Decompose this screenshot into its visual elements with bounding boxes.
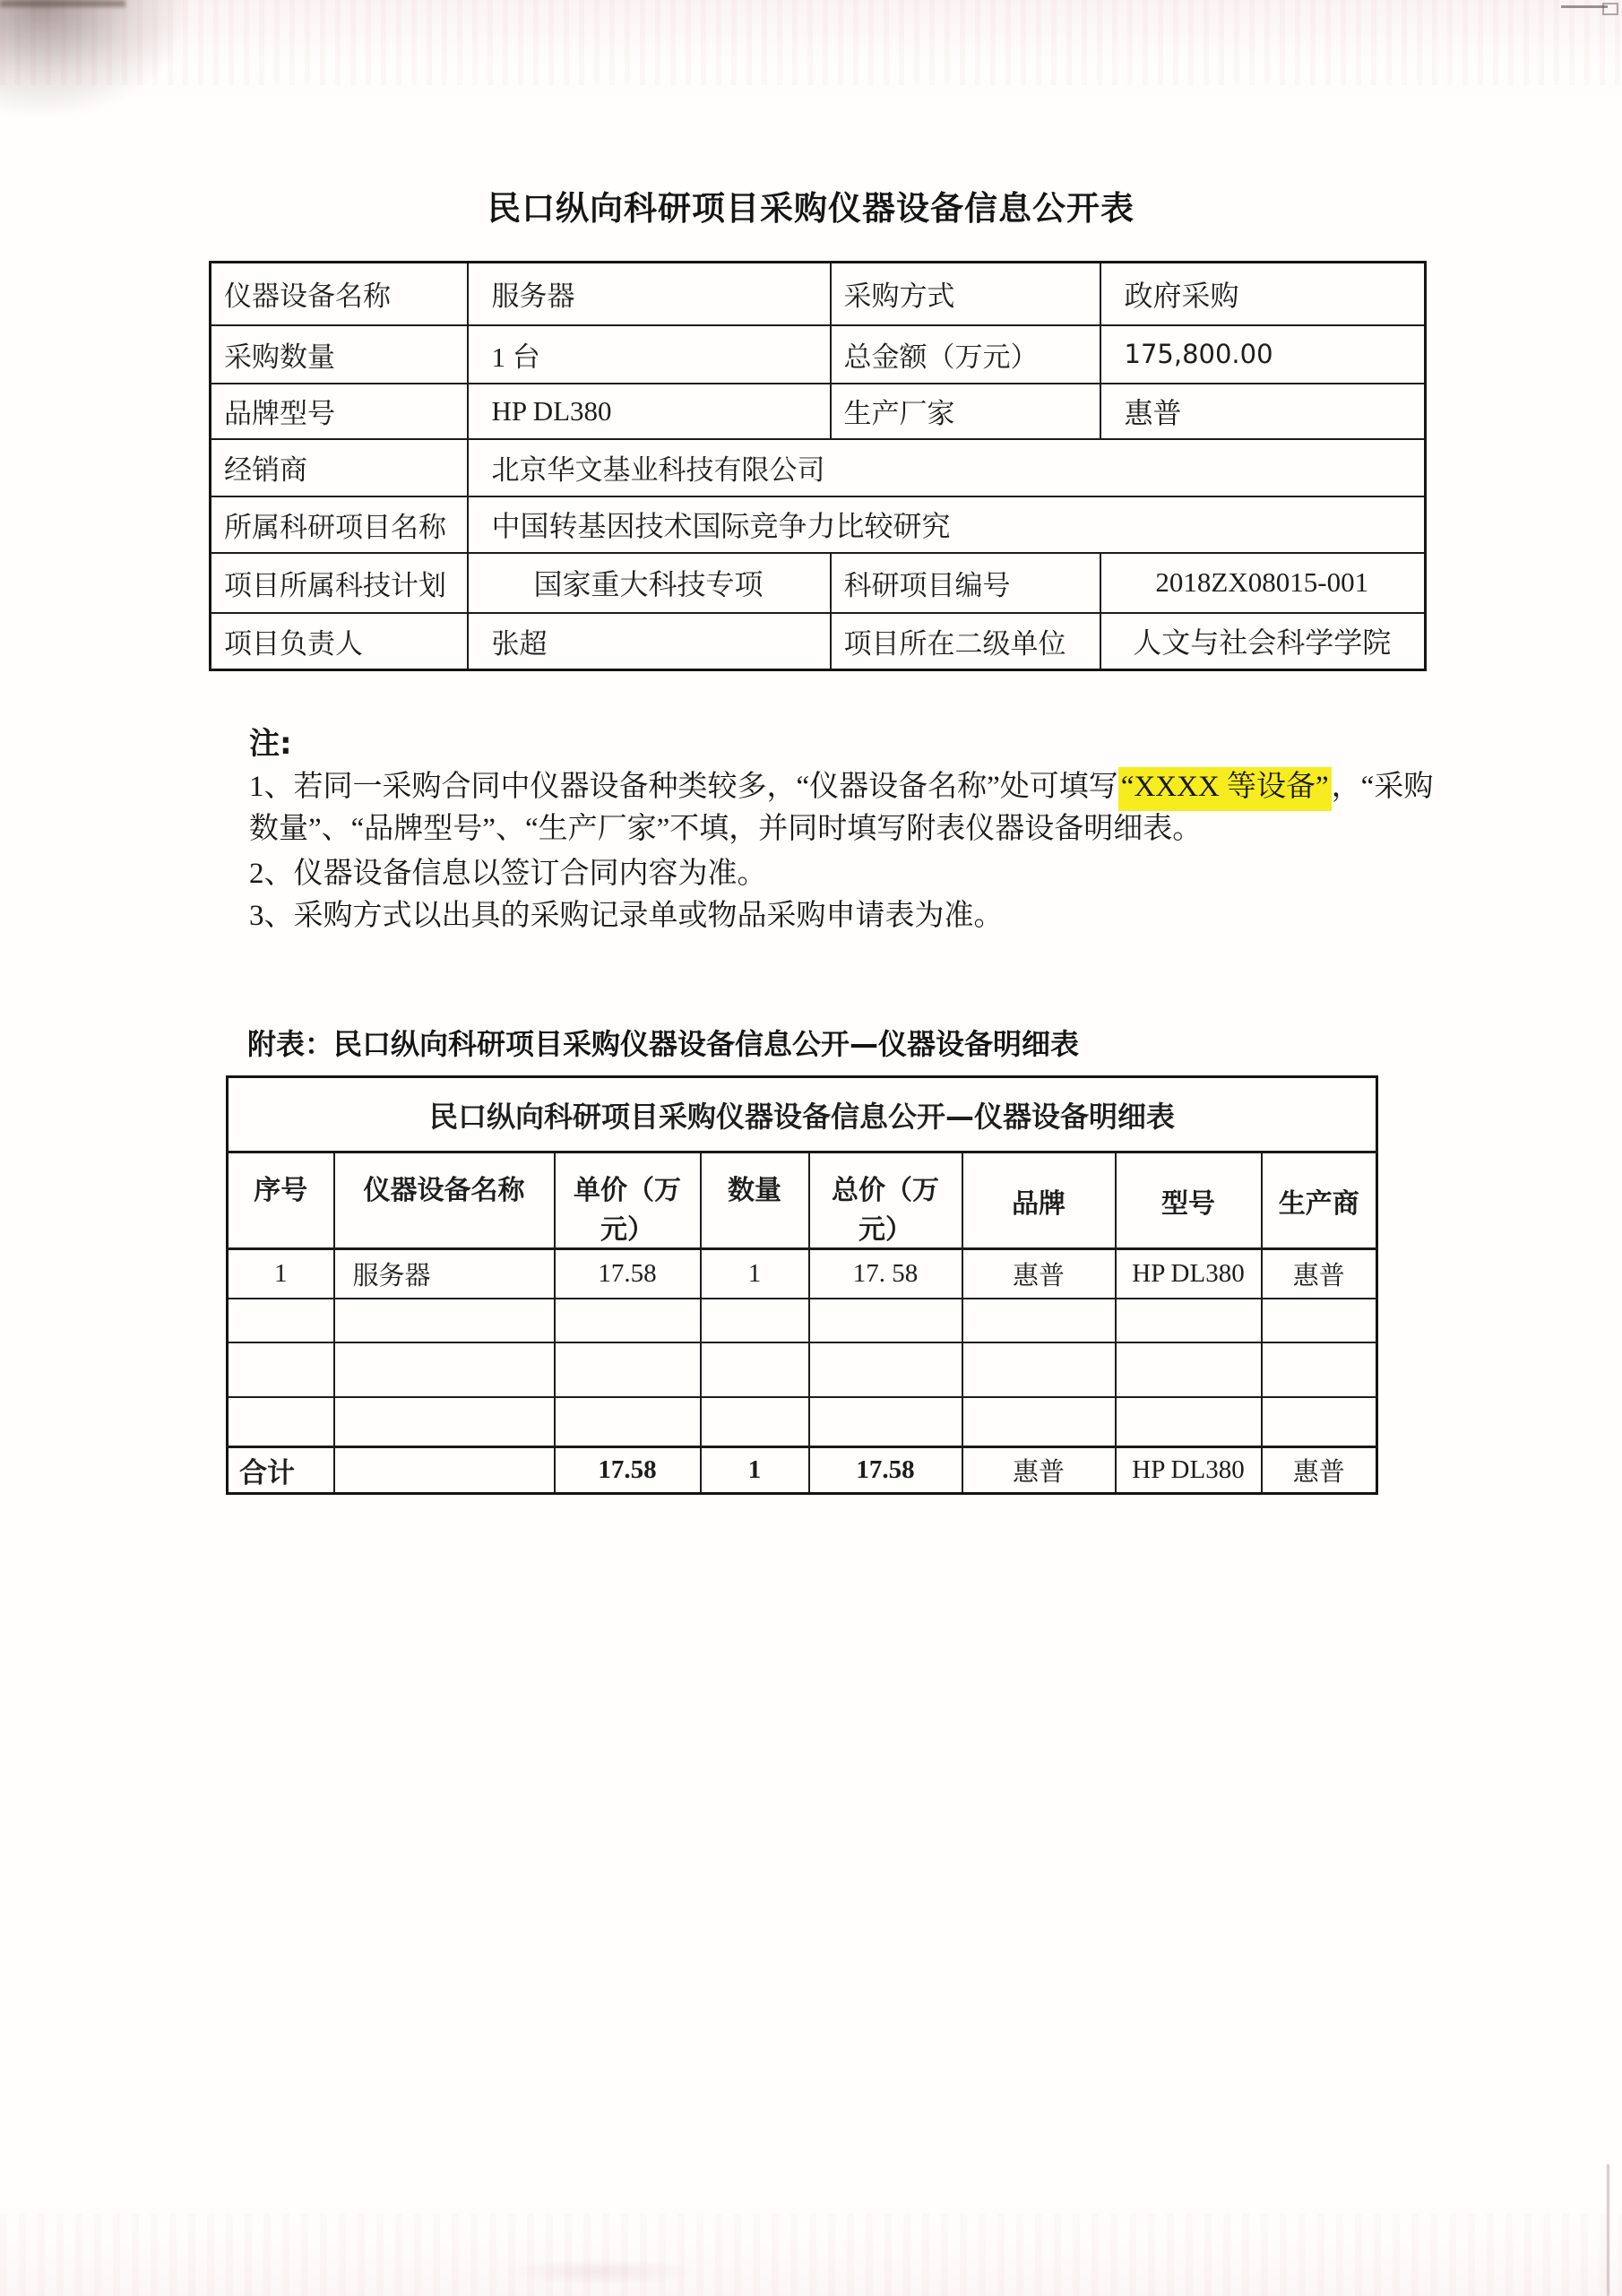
cell-unit-price: 17.58 (555, 1249, 701, 1299)
field-value-project-leader: 张超 (468, 613, 831, 670)
empty-cell (228, 1342, 334, 1397)
empty-cell (809, 1397, 962, 1447)
cell-producer: 惠普 (1262, 1249, 1377, 1299)
empty-cell (334, 1299, 555, 1342)
detail-table-header-row (228, 1152, 1377, 1249)
cell-brand: 惠普 (962, 1249, 1116, 1299)
empty-cell (1262, 1342, 1377, 1397)
note-1-line-2: 数量”、“品牌型号”、“生产厂家”不填，并同时填写附表仪器设备明细表。 (249, 813, 1203, 845)
info-table (209, 261, 1427, 671)
detail-table-data-row (228, 1249, 1377, 1299)
field-label-project-name: 所属科研项目名称 (211, 496, 468, 553)
field-value-quantity: 1 台 (468, 325, 831, 384)
notes-heading: 注: (249, 726, 292, 762)
unit-price-line-1: 单价（万 (574, 1175, 681, 1206)
field-value-dealer: 北京华文基业科技有限公司 (468, 439, 1426, 496)
field-value-project-number: 2018ZX08015-001 (1100, 553, 1426, 613)
cell-quantity: 1 (701, 1249, 809, 1299)
scan-mark-top-right-box (1602, 3, 1618, 15)
note-3: 3、采购方式以出具的采购记录单或物品采购申请表为准。 (249, 900, 1004, 932)
cell-device-name: 服务器 (334, 1249, 555, 1299)
detail-table-total-row (228, 1447, 1377, 1494)
empty-cell (555, 1397, 701, 1447)
detail-table-empty-row (228, 1299, 1377, 1342)
total-price-line-1: 总价（万 (832, 1175, 939, 1206)
field-label-manufacturer: 生产厂家 (831, 384, 1100, 439)
empty-cell (701, 1397, 809, 1447)
field-label-quantity: 采购数量 (211, 325, 468, 384)
column-header-producer: 生产商 (1262, 1152, 1377, 1249)
detail-table-empty-row (228, 1342, 1377, 1397)
table-row (211, 613, 1426, 670)
note-2: 2、仪器设备信息以签订合同内容为准。 (249, 858, 767, 890)
total-cell-quantity: 1 (701, 1447, 809, 1494)
total-cell-total-price: 17.58 (809, 1447, 962, 1494)
detail-table (226, 1075, 1378, 1495)
field-label-dealer: 经销商 (211, 439, 468, 496)
total-cell-device-name (334, 1447, 555, 1494)
empty-cell (334, 1397, 555, 1447)
detail-table-empty-row (228, 1397, 1377, 1447)
total-cell-model: HP DL380 (1116, 1447, 1262, 1494)
field-value-manufacturer: 惠普 (1100, 384, 1426, 439)
attachment-heading: 附表：民口纵向科研项目采购仪器设备信息公开—仪器设备明细表 (247, 1027, 1080, 1061)
field-value-project-name: 中国转基因技术国际竞争力比较研究 (468, 496, 1426, 553)
field-value-procurement-method: 政府采购 (1100, 263, 1426, 325)
empty-cell (701, 1299, 809, 1342)
column-header-device-name: 仪器设备名称 (334, 1152, 555, 1249)
table-row (211, 553, 1426, 613)
scan-noise-top (0, 0, 1622, 85)
empty-cell (809, 1299, 962, 1342)
empty-cell (228, 1299, 334, 1342)
scan-mark-top-right (1561, 5, 1608, 8)
column-header-index: 序号 (228, 1152, 334, 1249)
empty-cell (701, 1342, 809, 1397)
column-header-model: 型号 (1116, 1152, 1262, 1249)
note-1-line-1 (249, 763, 1433, 805)
total-row-label: 合计 (228, 1447, 334, 1494)
detail-table-caption-row (228, 1077, 1377, 1152)
empty-cell (809, 1342, 962, 1397)
empty-cell (962, 1397, 1116, 1447)
field-label-project-number: 科研项目编号 (831, 553, 1100, 613)
column-header-brand: 品牌 (962, 1152, 1116, 1249)
empty-cell (555, 1342, 701, 1397)
field-label-procurement-method: 采购方式 (831, 263, 1100, 325)
note-1-text-pre: 1、若同一采购合同中仪器设备种类较多，“仪器设备名称”处可填写 (249, 771, 1118, 803)
cell-model: HP DL380 (1116, 1249, 1262, 1299)
field-label-secondary-unit: 项目所在二级单位 (831, 613, 1100, 670)
empty-cell (962, 1342, 1116, 1397)
scan-smudge-bottom (502, 2258, 699, 2285)
note-1-highlighted-text: “XXXX 等设备” (1118, 767, 1332, 811)
unit-price-line-2: 元） (600, 1214, 654, 1246)
document-title: 民口纵向科研项目采购仪器设备信息公开表 (487, 189, 1135, 228)
scan-smudge-top-left-streak (0, 0, 125, 7)
total-cell-producer: 惠普 (1262, 1447, 1377, 1494)
field-label-project-leader: 项目负责人 (211, 613, 468, 670)
cell-index: 1 (228, 1249, 334, 1299)
field-value-brand-model: HP DL380 (468, 384, 831, 439)
empty-cell (1116, 1299, 1262, 1342)
empty-cell (1262, 1299, 1377, 1342)
field-value-device-name: 服务器 (468, 263, 831, 325)
empty-cell (555, 1299, 701, 1342)
empty-cell (228, 1397, 334, 1447)
empty-cell (1262, 1397, 1377, 1447)
empty-cell (334, 1342, 555, 1397)
field-label-program: 项目所属科技计划 (211, 553, 468, 613)
empty-cell (1116, 1397, 1262, 1447)
total-cell-brand: 惠普 (962, 1447, 1116, 1494)
detail-table-caption: 民口纵向科研项目采购仪器设备信息公开—仪器设备明细表 (228, 1077, 1377, 1152)
total-cell-unit-price: 17.58 (555, 1447, 701, 1494)
field-label-device-name: 仪器设备名称 (211, 263, 468, 325)
cell-total-price: 17. 58 (809, 1249, 962, 1299)
scan-smudge-top-left (0, 0, 188, 117)
table-row (211, 496, 1426, 553)
column-header-total-price (809, 1152, 962, 1249)
field-value-total-amount: 175,800.00 (1100, 325, 1426, 384)
column-header-unit-price (555, 1152, 701, 1249)
field-value-program: 国家重大科技专项 (468, 553, 831, 613)
table-row (211, 384, 1426, 439)
scan-noise-bottom (0, 2214, 1622, 2296)
table-row (211, 439, 1426, 496)
scan-edge-bottom-right (1607, 2164, 1609, 2296)
note-1-text-post: ，“采购 (1331, 771, 1434, 803)
field-label-brand-model: 品牌型号 (211, 384, 468, 439)
table-row (211, 325, 1426, 384)
total-price-line-2: 元） (858, 1214, 912, 1246)
empty-cell (962, 1299, 1116, 1342)
table-row (211, 263, 1426, 325)
field-label-total-amount: 总金额（万元） (831, 325, 1100, 384)
empty-cell (1116, 1342, 1262, 1397)
column-header-quantity: 数量 (701, 1152, 809, 1249)
field-value-secondary-unit: 人文与社会科学学院 (1100, 613, 1426, 670)
